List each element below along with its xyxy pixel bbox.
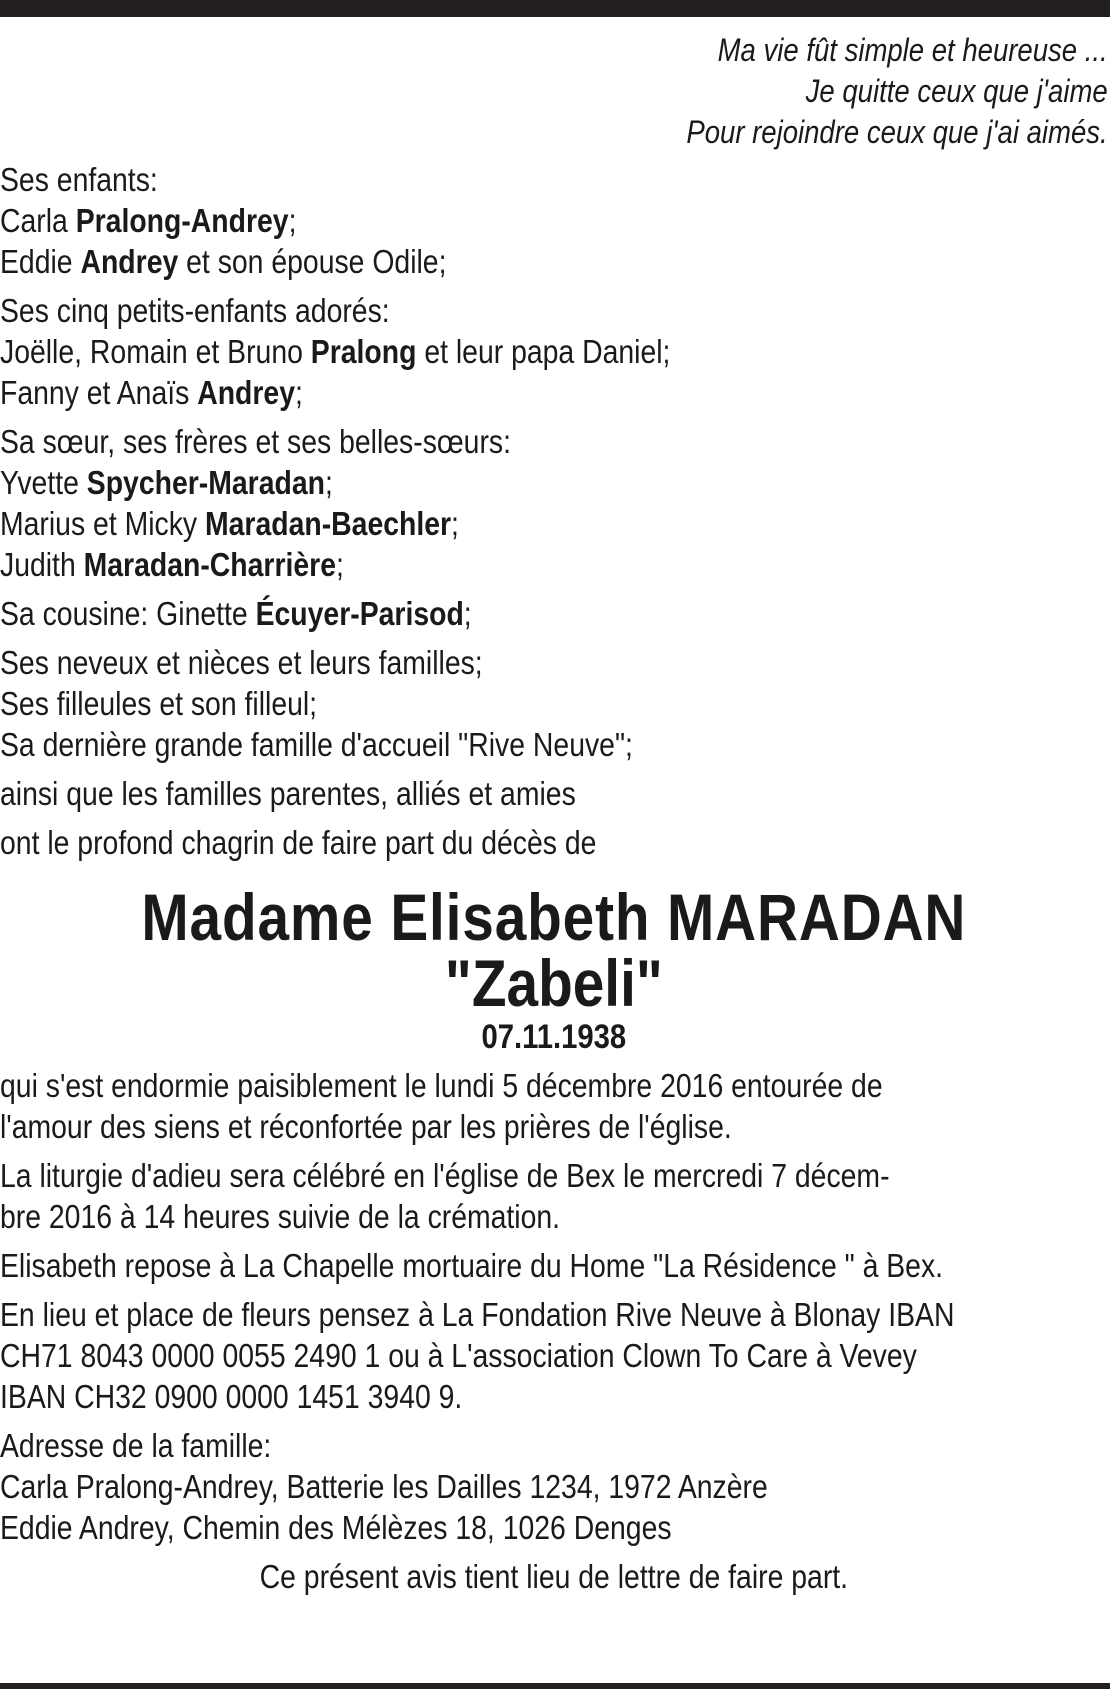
address-line: Eddie Andrey, Chemin des Mélèzes 18, 1026 Denges [0,1509,672,1546]
cousin-section [0,593,1108,634]
paragraph-line: IBAN CH32 0900 0000 1451 3940 9. [0,1378,463,1415]
family-line: Joëlle, Romain et Bruno Pralong et leur papa Daniel; [0,333,671,370]
section-heading: Ses enfants: [0,161,158,198]
passing-paragraph [0,1065,1108,1147]
children-section [0,159,1108,282]
family-line: Sa dernière grande famille d'accueil "Rive Neuve"; [0,726,633,763]
family-line: Marius et Micky Maradan-Baechler; [0,505,459,542]
obituary-notice [0,30,1108,1597]
family-line: Yvette Spycher-Maradan; [0,464,333,501]
family-surname: Spycher-Maradan [86,464,325,501]
liturgy-paragraph [0,1155,1108,1237]
family-line: Eddie Andrey et son épouse Odile; [0,243,447,280]
family-line: Judith Maradan-Charrière; [0,546,344,583]
repose-paragraph [0,1245,1108,1286]
top-rule [0,0,1110,17]
paragraph-line: bre 2016 à 14 heures suivie de la crémation. [0,1198,561,1235]
birth-date: 07.11.1938 [481,1018,627,1056]
paragraph-line: l'amour des siens et réconfortée par les prières de l'église. [0,1108,732,1145]
donation-paragraph [0,1294,1108,1417]
family-surname: Pralong-Andrey [75,202,289,239]
quote-line: Pour rejoindre ceux que j'ai aimés. [686,114,1108,150]
deceased-name: Madame Elisabeth MARADAN [141,880,967,954]
paragraph-line: La liturgie d'adieu sera célébré en l'église de Bex le mercredi 7 décem- [0,1157,890,1194]
quote-line: Ma vie fût simple et heureuse ... [717,32,1108,68]
family-address [0,1425,1108,1548]
address-heading: Adresse de la famille: [0,1427,272,1464]
family-line: Sa cousine: Ginette Écuyer-Parisod; [0,595,472,632]
family-line: Carla Pralong-Andrey; [0,202,297,239]
family-surname: Andrey [80,243,179,280]
section-heading: Ses cinq petits-enfants adorés: [0,292,390,329]
family-surname: Pralong [310,333,417,370]
intro-line: ont le profond chagrin de faire part du décès de [0,824,597,861]
paragraph-line: En lieu et place de fleurs pensez à La Fondation Rive Neuve à Blonay IBAN [0,1296,955,1333]
family-surname: Maradan-Baechler [205,505,452,542]
paragraph-line: CH71 8043 0000 0055 2490 1 ou à L'association Clown To Care à Vevey [0,1337,917,1374]
bottom-rule [0,1683,1110,1689]
address-line: Carla Pralong-Andrey, Batterie les Dailles 1234, 1972 Anzère [0,1468,768,1505]
deceased-nickname: "Zabeli" [444,946,663,1020]
grandchildren-section [0,290,1108,413]
opening-quote [0,30,1108,153]
family-line: Ses neveux et nièces et leurs familles; [0,644,483,681]
family-surname: Écuyer-Parisod [255,595,464,632]
family-surname: Maradan-Charrière [83,546,336,583]
paragraph-line: Elisabeth repose à La Chapelle mortuaire du Home "La Résidence " à Bex. [0,1247,944,1284]
section-heading: Sa sœur, ses frères et ses belles-sœurs: [0,423,511,460]
family-line: Ses filleules et son filleul; [0,685,318,722]
quote-line: Je quitte ceux que j'aime [805,73,1108,109]
paragraph-line: qui s'est endormie paisiblement le lundi 5 décembre 2016 entourée de [0,1067,883,1104]
family-surname: Andrey [197,374,295,411]
family-line: Fanny et Anaïs Andrey; [0,374,303,411]
extended-family-section [0,642,1108,765]
siblings-section [0,421,1108,585]
footer-note: Ce présent avis tient lieu de lettre de faire part. [259,1558,849,1595]
intro-line: ainsi que les familles parentes, alliés et amies [0,775,576,812]
announcement-intro [0,773,1108,863]
